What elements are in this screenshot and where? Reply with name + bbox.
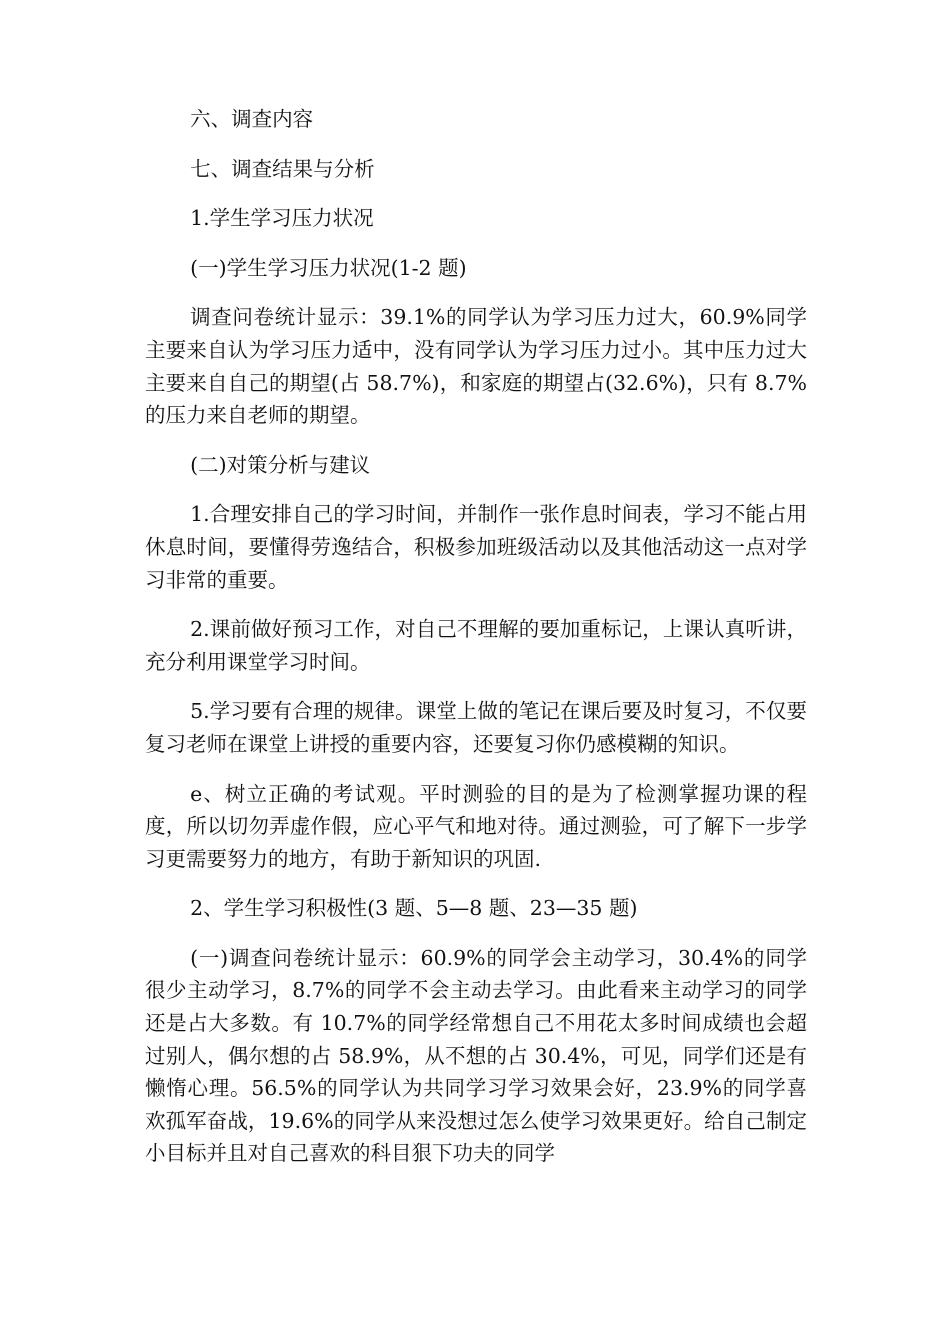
paragraph-suggestion-5: 5.学习要有合理的规律。课堂上做的笔记在课后要及时复习，不仅要复习老师在课堂上讲授的重要内容，还要复习你仍感模糊的知识。: [145, 699, 807, 756]
paragraph-motivation-statistics: (一)调查问卷统计显示：60.9%的同学会主动学习，30.4%的同学很少主动学习，8.7%的同学不会主动去学习。由此看来主动学习的同学还是占大多数。有 10.7%的同学经常想自己不用花太多时间成绩也会超过别人，偶尔想的占 58.9%，从不想的占 30.4%，可见，同学们还是有懒惰心理。56.5%的同学认为共同学习学习效果会好，23.9%的同学喜欢孤军奋战，19.6%的同学从来没想过怎么使学习效果更好。给自己制定小目标并且对自己喜欢的科目狠下功夫的同学: [145, 945, 807, 1166]
paragraph-suggestion-1: 1.合理安排自己的学习时间，并制作一张作息时间表，学习不能占用休息时间，要懂得劳逸结合，积极参加班级活动以及其他活动这一点对学习非常的重要。: [145, 502, 807, 592]
subsection-heading-pressure-status: (一)学生学习压力状况(1-2 题): [190, 255, 467, 280]
document-body: [145, 103, 807, 1187]
paragraph-pressure-statistics: 调查问卷统计显示：39.1%的同学认为学习压力过大，60.9%同学主要来自认为学习压力适中，没有同学认为学习压力过小。其中压力过大主要来自自己的期望(占 58.7%)，和家庭的期望占(32.6%)，只有 8.7%的压力来自老师的期望。: [145, 305, 807, 428]
subsection-heading-study-motivation: 2、学生学习积极性(3 题、5—8 题、23—35 题): [190, 896, 638, 921]
section-heading-results-analysis: 七、调查结果与分析: [190, 156, 375, 181]
paragraph-suggestion-2: 2.课前做好预习工作，对自己不理解的要加重标记，上课认真听讲，充分利用课堂学习时间。: [145, 617, 807, 674]
paragraph-suggestion-e: e、树立正确的考试观。平时测验的目的是为了检测掌握功课的程度，所以切勿弄虚作假，应心平气和地对待。通过测验，可了解下一步学习更需要努力的地方，有助于新知识的巩固.: [145, 781, 807, 871]
subsection-heading-countermeasures: (二)对策分析与建议: [190, 452, 371, 477]
subsection-heading-study-pressure: 1.学生学习压力状况: [190, 206, 374, 231]
section-heading-survey-content: 六、调查内容: [190, 107, 314, 131]
